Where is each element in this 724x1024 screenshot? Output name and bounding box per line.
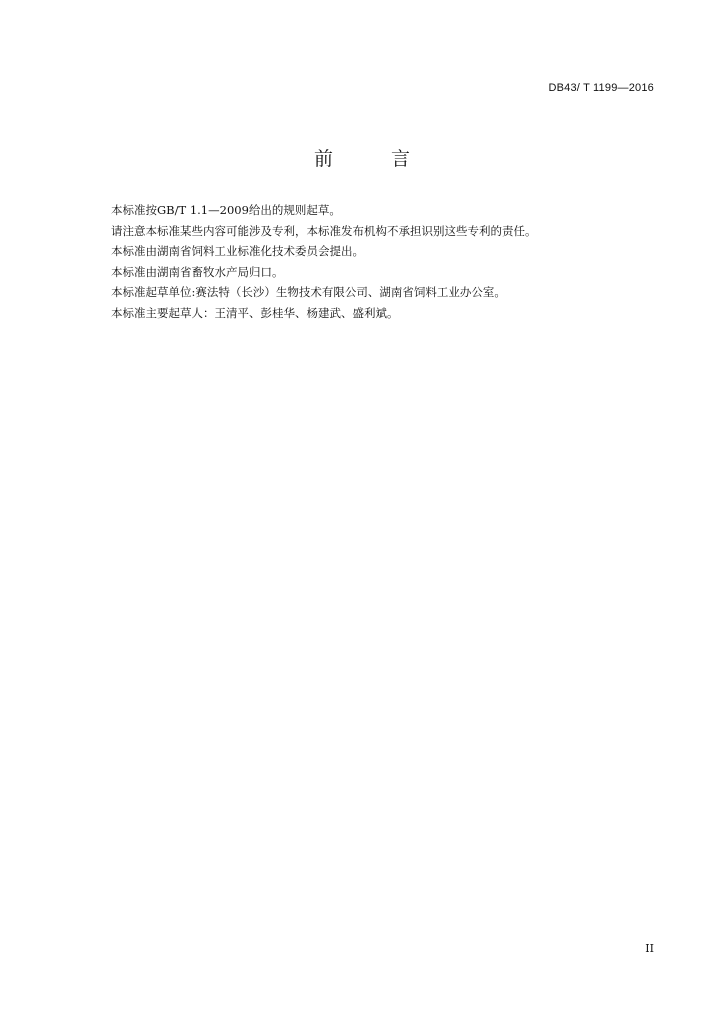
page-title: 前 言 — [313, 148, 437, 170]
page-number: II — [645, 942, 654, 955]
foreword-body — [111, 200, 671, 323]
standard-code: DB43/ T 1199—2016 — [548, 82, 654, 94]
paragraph-drafters: 本标准主要起草人：王清平、彭桂华、杨建武、盛利斌。 — [111, 305, 399, 320]
paragraph-patent-notice: 请注意本标准某些内容可能涉及专利，本标准发布机构不承担识别这些专利的责任。 — [111, 223, 537, 238]
paragraph-drafting-rules: 本标准按GB/T 1.1—2009给出的规则起草。 — [111, 203, 341, 217]
paragraph-proposed-by: 本标准由湖南省饲料工业标准化技术委员会提出。 — [111, 244, 364, 258]
paragraph-drafting-units: 本标准起草单位:赛法特（长沙）生物技术有限公司、湖南省饲料工业办公室。 — [111, 285, 506, 299]
paragraph-under-jurisdiction: 本标准由湖南省畜牧水产局归口。 — [111, 264, 284, 279]
